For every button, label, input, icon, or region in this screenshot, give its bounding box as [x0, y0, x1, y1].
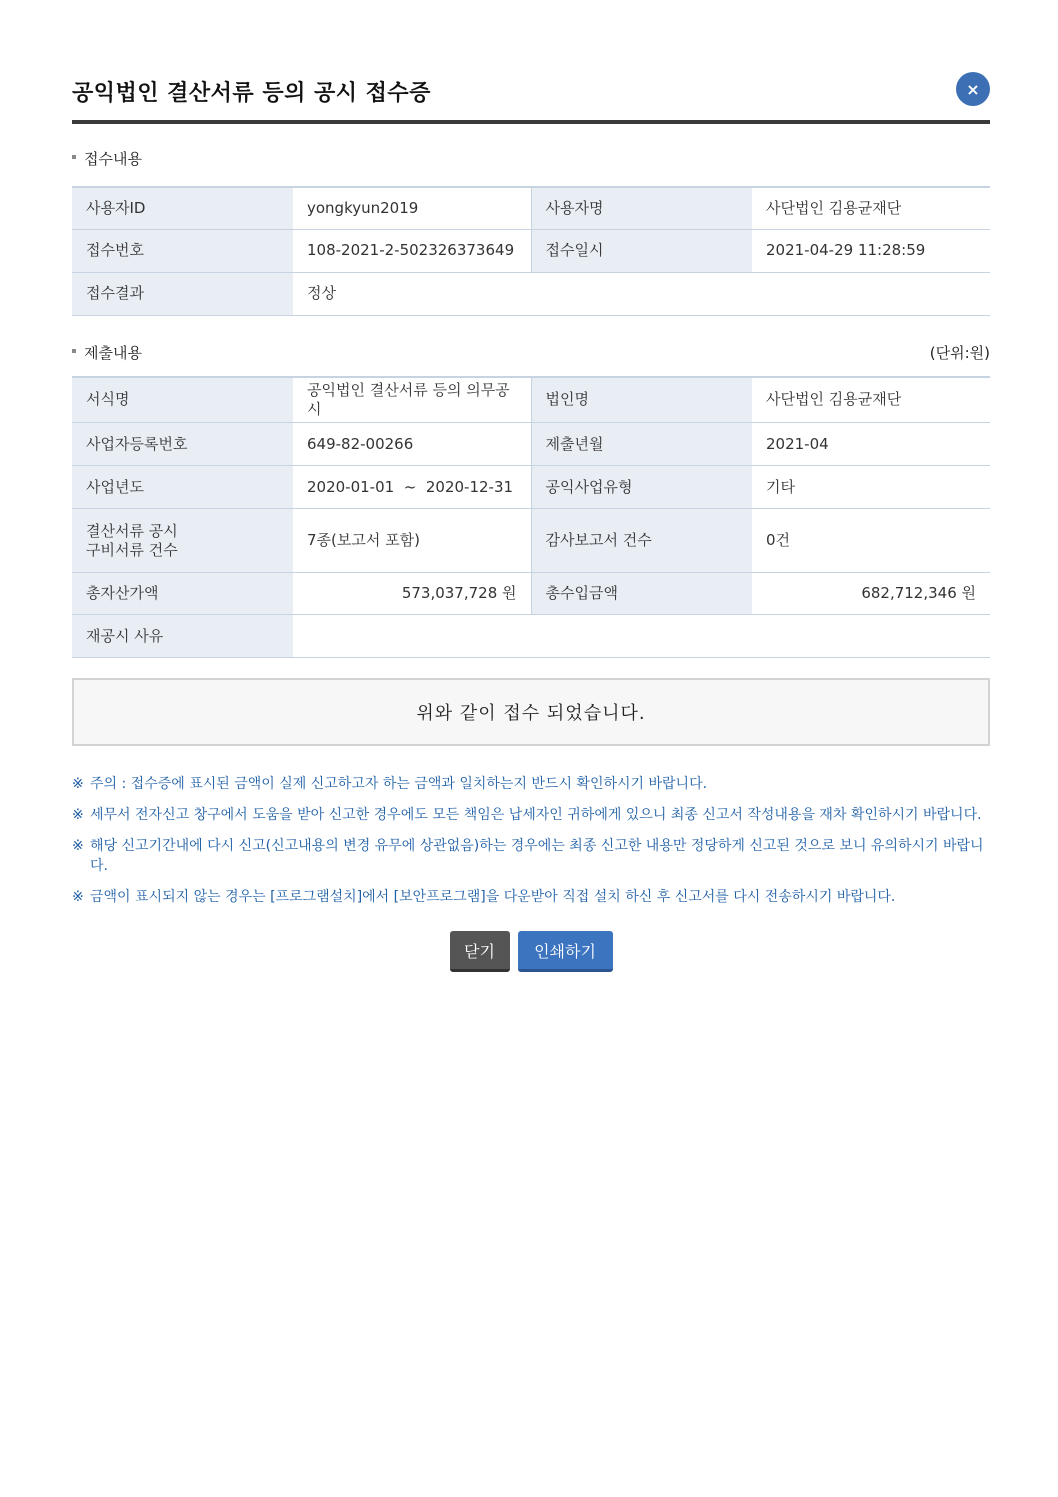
- receipt-table: [72, 186, 990, 316]
- receipt-page: [72, 66, 990, 972]
- table-row: [72, 272, 990, 315]
- note-text: 세무서 전자신고 창구에서 도움을 받아 신고한 경우에도 모든 책임은 납세자인 귀하에게 있으니 최종 신고서 작성내용을 재차 확인하시기 바랍니다.: [90, 807, 982, 823]
- submission-table: [72, 376, 990, 659]
- doc-count-label-line2: 구비서류 건수: [86, 540, 178, 559]
- redisclose-label: 재공시 사유: [72, 615, 293, 658]
- receipt-no-value: 108-2021-2-502326373649: [293, 229, 531, 272]
- doc-count-label: [72, 509, 293, 573]
- header: [72, 66, 990, 124]
- close-icon[interactable]: ×: [956, 72, 990, 106]
- note-item: [72, 836, 990, 876]
- fiscal-year-start: 2020-01-01: [307, 477, 395, 496]
- receipt-date-label: 접수일시: [531, 229, 752, 272]
- submit-month-value: 2021-04: [752, 423, 990, 466]
- audit-count-label: 감사보고서 건수: [531, 509, 752, 573]
- form-name-label: 서식명: [72, 377, 293, 423]
- table-row: [72, 423, 990, 466]
- user-name-value: 사단법인 김용균재단: [752, 187, 990, 229]
- fiscal-year-sep: ~: [403, 477, 417, 496]
- note-mark: ※: [72, 807, 84, 823]
- close-button[interactable]: 닫기: [450, 931, 510, 972]
- corp-name-label: 법인명: [531, 377, 752, 423]
- fiscal-year-end: 2020-12-31: [425, 477, 514, 496]
- print-button[interactable]: 인쇄하기: [518, 931, 613, 972]
- table-row: [72, 377, 990, 423]
- user-id-label: 사용자ID: [72, 187, 293, 229]
- button-bar: [72, 931, 990, 972]
- table-row: [72, 509, 990, 573]
- doc-count-label-line1: 결산서류 공시: [86, 521, 178, 540]
- table-row: [72, 229, 990, 272]
- biz-reg-no-value: 649-82-00266: [293, 423, 531, 466]
- note-mark: ※: [72, 889, 84, 905]
- biz-reg-no-label: 사업자등록번호: [72, 423, 293, 466]
- corp-name-value: 사단법인 김용균재단: [752, 377, 990, 423]
- table-row: [72, 187, 990, 229]
- total-assets-value: 573,037,728 원: [293, 573, 531, 615]
- note-text: 금액이 표시되지 않는 경우는 [프로그램설치]에서 [보안프로그램]을 다운받아 직접 설치 하신 후 신고서를 다시 전송하시기 바랍니다.: [90, 889, 896, 905]
- user-id-value: yongkyun2019: [293, 187, 531, 229]
- biz-type-label: 공익사업유형: [531, 466, 752, 509]
- submission-title: 제출내용: [84, 343, 142, 362]
- biz-type-value: 기타: [752, 466, 990, 509]
- section-title-receipt: 접수내용: [72, 148, 990, 168]
- receipt-notice: 위와 같이 접수 되었습니다.: [72, 678, 990, 746]
- note-item: [72, 887, 990, 907]
- submit-month-label: 제출년월: [531, 423, 752, 466]
- fiscal-year-value: [293, 466, 531, 509]
- note-text: 해당 신고기간내에 다시 신고(신고내용의 변경 유무에 상관없음)하는 경우에는 최종 신고한 내용만 정당하게 신고된 것으로 보니 유의하시기 바랍니다.: [90, 838, 984, 874]
- note-text: 주의 : 접수증에 표시된 금액이 실제 신고하고자 하는 금액과 일치하는지 반드시 확인하시기 바랍니다.: [90, 776, 708, 792]
- table-row: [72, 615, 990, 658]
- section-title-submission: [72, 342, 990, 364]
- fiscal-year-label: 사업년도: [72, 466, 293, 509]
- note-mark: ※: [72, 776, 84, 792]
- receipt-no-label: 접수번호: [72, 229, 293, 272]
- audit-count-value: 0건: [752, 509, 990, 573]
- form-name-value: 공익법인 결산서류 등의 의무공시: [293, 377, 531, 423]
- notes-list: [72, 774, 990, 907]
- redisclose-value: [293, 615, 990, 658]
- unit-label: (단위:원): [929, 343, 990, 362]
- total-income-label: 총수입금액: [531, 573, 752, 615]
- table-row: [72, 573, 990, 615]
- user-name-label: 사용자명: [531, 187, 752, 229]
- total-assets-label: 총자산가액: [72, 573, 293, 615]
- doc-count-value: 7종(보고서 포함): [293, 509, 531, 573]
- receipt-date-value: 2021-04-29 11:28:59: [752, 229, 990, 272]
- note-mark: ※: [72, 838, 84, 854]
- table-row: [72, 466, 990, 509]
- note-item: [72, 774, 990, 794]
- result-label: 접수결과: [72, 272, 293, 315]
- total-income-value: 682,712,346 원: [752, 573, 990, 615]
- note-item: [72, 805, 990, 825]
- result-value: 정상: [293, 272, 990, 315]
- page-title: 공익법인 결산서류 등의 공시 접수증: [72, 81, 431, 106]
